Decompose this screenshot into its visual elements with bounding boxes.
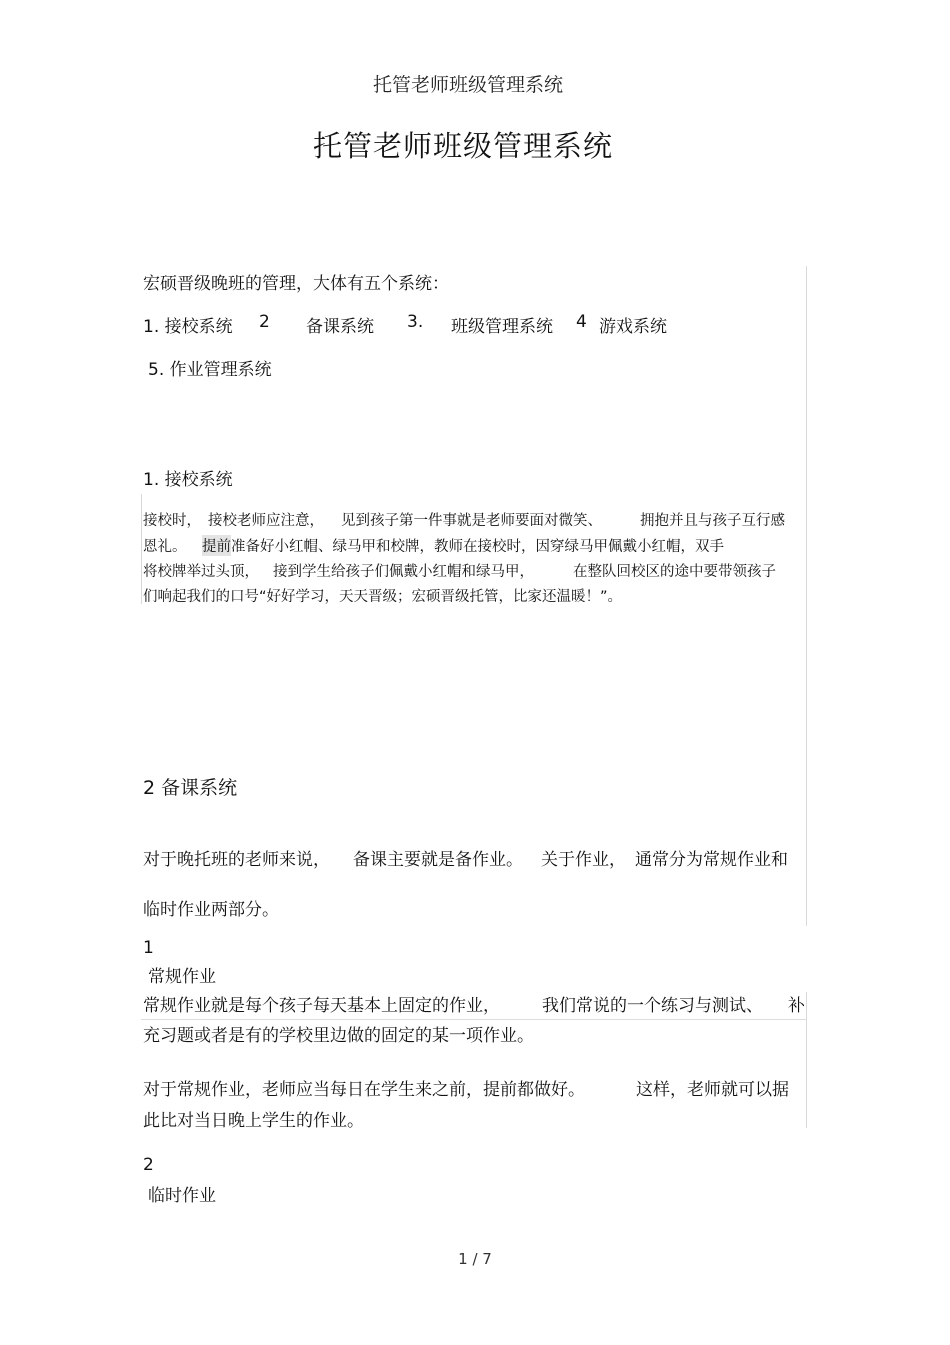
subsection-1-number: 1 [143,938,154,958]
systems-list-item-5: 5. 作业管理系统 [148,360,272,380]
frame-right-border-top [806,266,807,926]
subsection-1-para-2b: 这样，老师就可以据 [636,1080,789,1100]
section-1-line-3c: 在整队回校区的途中要带领孩子 [573,564,776,580]
section-1-line-4: 们响起我们的口号“好好学习，天天晋级；宏硕晋级托管，比家还温暖！”。 [143,589,623,605]
subsection-2-title: 临时作业 [148,1186,216,1206]
intro-text: 宏硕晋级晚班的管理，大体有五个系统： [143,274,449,294]
frame-right-border-bottom [806,992,807,1128]
document-title: 托管老师班级管理系统 [312,129,613,163]
section-2-para-1a: 对于晚托班的老师来说， [143,850,330,870]
systems-list-item-2-label: 备课系统 [306,317,374,337]
systems-list-item-4-label: 游戏系统 [599,317,667,337]
frame-row-divider [141,1019,807,1020]
section-1-line-1d: 拥抱并且与孩子互行感 [640,513,785,529]
section-1-line-3a: 将校牌举过头顶， [143,564,259,580]
subsection-1-para-2a: 对于常规作业，老师应当每日在学生来之前，提前都做好。 [143,1080,585,1100]
systems-list-item-4-number: 4 [576,312,587,332]
running-header: 托管老师班级管理系统 [372,74,563,96]
section-2-heading: 2 备课系统 [143,777,238,799]
frame-left-border-top [141,494,142,604]
section-2-para-1d: 通常分为常规作业和 [635,850,788,870]
systems-list-item-3-label: 班级管理系统 [451,317,553,337]
systems-list-item-1: 1. 接校系统 [143,317,233,337]
section-1-line-1a: 接校时， [143,513,201,529]
section-1-line-3b: 接到学生给孩子们佩戴小红帽和绿马甲， [273,564,534,580]
section-1-line-2a: 恩礼。 [143,539,187,555]
section-2-para-1c: 关于作业， [541,850,626,870]
subsection-1-line-1b: 我们常说的一个练习与测试、 [542,996,763,1016]
page-indicator: 1 / 7 [458,1250,492,1268]
systems-list-item-2-number: 2 [259,312,270,332]
section-2-para-1-line-2: 临时作业两部分。 [143,900,279,920]
section-2-para-1b: 备课主要就是备作业。 [353,850,523,870]
section-1-line-1b: 接校老师应注意， [208,513,324,529]
systems-list-item-3-number: 3. [407,312,424,332]
section-1-line-2b: 准备好小红帽、绿马甲和校牌，教师在接校时，因穿绿马甲佩戴小红帽，双手 [231,539,724,555]
section-1-line-1c: 见到孩子第一件事就是老师要面对微笑、 [341,513,602,529]
subsection-1-title: 常规作业 [148,967,216,987]
section-1-highlighted-word: 提前 [202,535,231,556]
subsection-2-number: 2 [143,1155,154,1175]
section-1-heading: 1. 接校系统 [143,470,233,490]
subsection-1-para-2-line-2: 此比对当日晚上学生的作业。 [143,1111,364,1131]
subsection-1-line-2: 充习题或者是有的学校里边做的固定的某一项作业。 [143,1026,534,1046]
subsection-1-line-1a: 常规作业就是每个孩子每天基本上固定的作业， [143,996,500,1016]
subsection-1-line-1c: 补 [788,996,805,1016]
